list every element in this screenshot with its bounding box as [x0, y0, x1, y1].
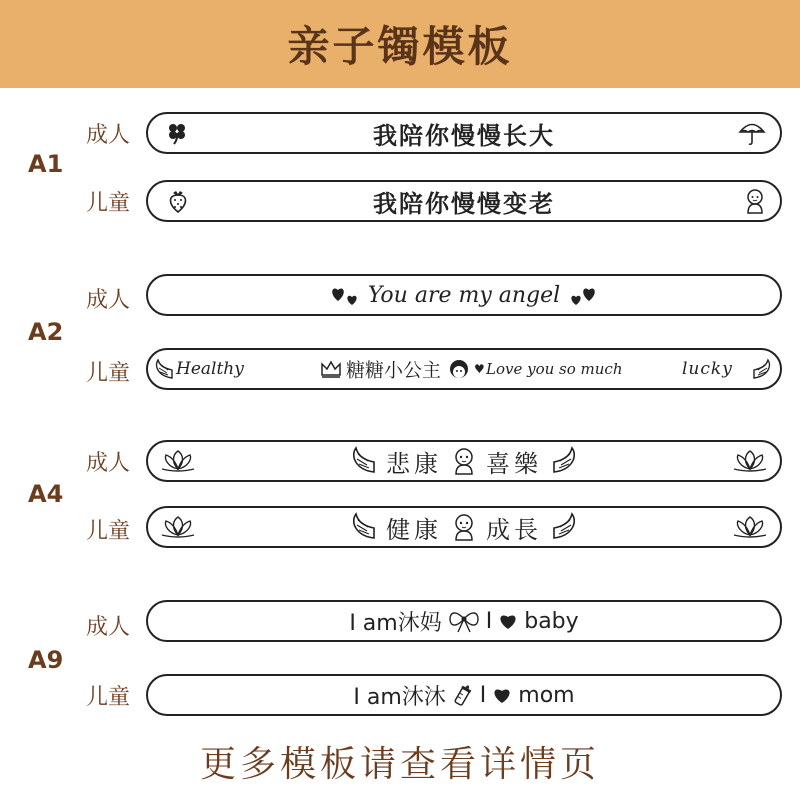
bracelet-a9-adult[interactable]	[146, 600, 782, 642]
wing-icon	[350, 446, 376, 476]
footer-note: 更多模板请查看详情页	[199, 744, 600, 785]
hearts-icon	[568, 283, 598, 307]
engraving-text-part3: mom	[518, 682, 575, 708]
row-label-adult: 成人	[85, 451, 130, 476]
baby-icon	[452, 447, 476, 475]
heart-icon	[498, 612, 518, 630]
engraving-text-right: 喜樂	[486, 449, 542, 478]
header-banner	[0, 0, 800, 88]
lotus-icon	[730, 515, 770, 539]
engraving-text-part2: I	[479, 682, 487, 708]
baby-icon	[744, 188, 766, 214]
wing-icon	[752, 358, 772, 380]
row-label-adult: 成人	[85, 615, 130, 640]
engraving-text-left: 悲康	[386, 449, 442, 478]
crown-icon	[320, 359, 342, 379]
baby-icon	[452, 513, 476, 541]
bracelet-a4-child[interactable]	[146, 506, 782, 548]
engraving-text-part1: I am沐妈	[349, 610, 442, 636]
wing-icon	[350, 512, 376, 542]
princess-text: 糖糖小公主	[346, 359, 442, 382]
umbrella-icon	[738, 119, 766, 147]
engraving-text: 我陪你慢慢变老	[373, 189, 555, 218]
group-code-a1: A1	[28, 150, 64, 178]
wing-icon	[552, 512, 578, 542]
bracelet-a1-child[interactable]	[146, 180, 782, 222]
row-label-child: 儿童	[85, 361, 130, 386]
bottle-icon	[452, 681, 474, 709]
group-code-a2: A2	[28, 318, 64, 346]
bow-icon	[448, 608, 480, 634]
girl-face-icon	[448, 357, 470, 381]
engraving-text: You are my angel	[367, 282, 561, 308]
group-code-a4: A4	[28, 480, 64, 508]
wing-icon	[154, 358, 174, 380]
hearts-icon	[330, 283, 360, 307]
bracelet-a2-adult[interactable]	[146, 274, 782, 316]
wing-icon	[552, 446, 578, 476]
row-label-child: 儿童	[85, 519, 130, 544]
row-label-child: 儿童	[85, 191, 130, 216]
engraving-text-part2: I	[485, 608, 493, 634]
page-title: 亲子镯模板	[287, 22, 513, 71]
group-code-a9: A9	[28, 646, 64, 674]
engraving-text-left: 健康	[386, 515, 442, 544]
lucky-text: lucky	[682, 359, 733, 379]
row-label-child: 儿童	[85, 685, 130, 710]
small-heart-icon: ♥	[474, 362, 485, 376]
bracelet-a2-child[interactable]	[146, 348, 782, 390]
lotus-icon	[730, 449, 770, 473]
row-label-adult: 成人	[85, 288, 130, 313]
engraving-text-part3: baby	[524, 608, 579, 634]
love-you-text: Love you so much	[486, 360, 623, 378]
engraving-text: 我陪你慢慢长大	[373, 121, 555, 150]
engraving-text-part1: I am沐沐	[353, 684, 446, 710]
bracelet-a9-child[interactable]	[146, 674, 782, 716]
engraving-text-right: 成長	[486, 515, 542, 544]
bracelet-a1-adult[interactable]	[146, 112, 782, 154]
row-label-adult: 成人	[85, 123, 130, 148]
bracelet-a4-adult[interactable]	[146, 440, 782, 482]
healthy-text: Healthy	[176, 359, 244, 379]
heart-icon	[492, 686, 512, 704]
